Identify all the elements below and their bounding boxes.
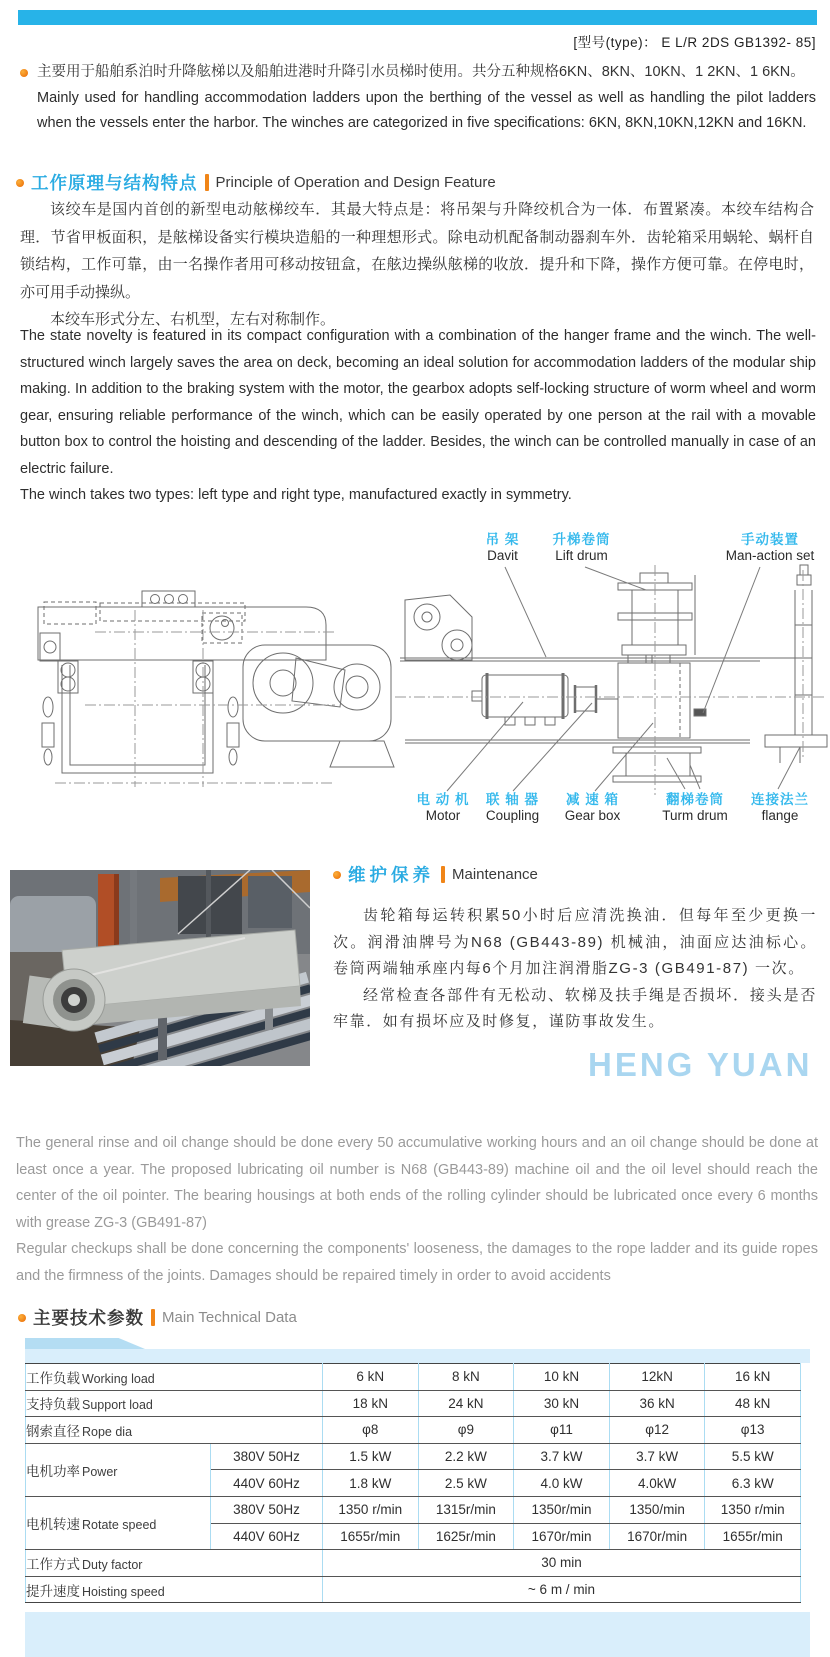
maintenance-text-en <box>16 1130 818 1289</box>
winch-photo <box>10 870 310 1066</box>
label-en: Gear box <box>564 808 621 823</box>
cell: φ12 <box>609 1417 705 1444</box>
label-zh: 联 轴 器 <box>485 792 539 807</box>
paragraph: 本绞车形式分左、右机型，左右对称制作。 <box>50 311 336 328</box>
table-bottom-band <box>25 1612 810 1657</box>
row-label-en: Power <box>82 1464 118 1479</box>
row-label-zh: 提升速度 <box>26 1583 80 1599</box>
paragraph: 经常检查各部件有无松动、软梯及扶手绳是否损坏．接头是否牢靠．如有损坏应及时修复，谨防事故发生。 <box>333 986 817 1030</box>
row-label-zh: 钢索直径 <box>26 1423 80 1439</box>
cell: 6 kN <box>323 1364 419 1391</box>
table-row <box>26 1390 801 1417</box>
row-label-zh: 工作方式 <box>26 1556 80 1572</box>
label-zh: 连接法兰 <box>751 792 809 807</box>
maintenance-heading-zh: 维护保养 <box>348 865 434 885</box>
cell: 1655r/min <box>705 1523 801 1550</box>
paragraph: Regular checkups shall be done concerning the components' looseness, the damages to the rope ladder and its guide ropes and the firmness of the joints. Damages should be repaired timely in order to avoid accidents <box>16 1241 818 1284</box>
intro-text-zh: 主要用于船舶系泊时升降舷梯以及船舶进港时升降引水员梯时使用。共分五种规格6KN、8KN、10KN、1 2KN、1 6KN。 <box>37 64 805 80</box>
row-label <box>26 1390 323 1417</box>
heng-yuan-watermark: HENG YUAN <box>588 1046 813 1083</box>
label-en: Turm drum <box>662 808 728 823</box>
cell: 12kN <box>609 1364 705 1391</box>
cell: φ11 <box>514 1417 610 1444</box>
principle-heading-zh: 工作原理与结构特点 <box>31 173 198 193</box>
diagram-label-flange <box>740 792 820 823</box>
row-label <box>26 1417 323 1444</box>
label-zh: 手动装置 <box>741 532 799 547</box>
table-row <box>26 1443 801 1470</box>
tech-heading-zh: 主要技术参数 <box>33 1308 144 1328</box>
model-type-label: [型号(type)： E L/R 2DS GB1392- 85] <box>573 35 816 50</box>
cell: 1625r/min <box>418 1523 514 1550</box>
label-zh: 电 动 机 <box>416 792 470 807</box>
maintenance-heading <box>333 862 817 887</box>
label-zh: 吊 架 <box>485 532 520 547</box>
row-label-en: Support load <box>82 1398 153 1413</box>
bullet-icon <box>20 69 28 77</box>
heading-divider-bar <box>205 174 209 191</box>
diagram-label-gear-box <box>550 792 635 823</box>
maintenance-heading-en: Maintenance <box>452 866 538 883</box>
cell: 36 kN <box>609 1390 705 1417</box>
cell: ~ 6 m / min <box>323 1576 801 1603</box>
diagram-label-man-action <box>690 532 830 563</box>
row-label <box>26 1550 323 1577</box>
cell: 1350 r/min <box>323 1496 419 1523</box>
table-top-band <box>25 1349 810 1363</box>
principle-text-zh <box>20 196 814 334</box>
tech-heading-en: Main Technical Data <box>162 1309 297 1326</box>
table-row <box>26 1550 801 1577</box>
bullet-icon <box>16 179 24 187</box>
cell: 2.2 kW <box>418 1443 514 1470</box>
diagram-label-coupling <box>470 792 555 823</box>
table-row <box>26 1417 801 1444</box>
table-row <box>26 1576 801 1603</box>
principle-text-en <box>20 323 816 509</box>
paragraph: 该绞车是国内首创的新型电动舷梯绞车．其最大特点是：将吊架与升降绞机合为一体．布置紧凑。本绞车结构合理．节省甲板面积，是舷梯设备实行模块造船的一种理想形式。除电动机配备制动器刹车外．齿轮箱采用蜗轮、蜗杆自锁结构，工作可靠，由一名操作者用可移动按钮盒，在舷边操纵舷梯的收放．提升和下降，操作方便可靠。在停电时，亦可用手动操纵。 <box>20 201 814 301</box>
principle-heading <box>16 170 496 195</box>
intro-text-en: Mainly used for handling accommodation ladders upon the berthing of the vessel as well as handling the pilot ladders when the vessels enter the harbor. The winches are categorized in five specifications: 6KN, 8KN,10KN,12KN and 16KN. <box>37 89 816 131</box>
cell: 1350 r/min <box>705 1496 801 1523</box>
cell: 1.8 kW <box>323 1470 419 1497</box>
cell: 1315r/min <box>418 1496 514 1523</box>
cell: 6.3 kW <box>705 1470 801 1497</box>
paragraph: The state novelty is featured in its compact configuration with a combination of the hanger frame and the winch. The well-structured winch largely saves the area on deck, becoming an ideal solution for accommodation ladders of the modular ship making. In addition to the braking system with the motor, the gearbox adopts self-locking structure of worm wheel and worm gear, ensuring reliable performance of the winch, which can be easily operated by one person at the rail with a movable button box to control the hoisting and descending of the ladder. Besides, the winch can be controlled manually in case of an electric failure. <box>20 328 816 477</box>
winch-diagram <box>0 495 830 830</box>
cell: 2.5 kW <box>418 1470 514 1497</box>
cell: 10 kN <box>514 1364 610 1391</box>
cell: φ9 <box>418 1417 514 1444</box>
paragraph: 齿轮箱每运转积累50小时后应清洗换油．但每年至少更换一次。润滑油牌号为N68 (GB443-89) 机械油，油面应达油标心。卷筒两端轴承座内每6个月加注润滑脂ZG-3 (GB491-87) 一次。 <box>333 907 817 977</box>
cell: 1670r/min <box>514 1523 610 1550</box>
cell: 4.0kW <box>609 1470 705 1497</box>
label-en: Man-action set <box>725 548 815 563</box>
label-zh: 减 速 箱 <box>565 792 619 807</box>
row-label-zh: 电机转速 <box>26 1517 80 1533</box>
bullet-icon <box>333 871 341 879</box>
heading-divider-bar <box>151 1309 155 1326</box>
header-accent-bar <box>18 10 817 25</box>
winch-photo-image <box>10 870 310 1066</box>
label-zh: 升梯卷筒 <box>552 532 611 547</box>
cell: φ13 <box>705 1417 801 1444</box>
cell: 48 kN <box>705 1390 801 1417</box>
row-label <box>26 1496 211 1549</box>
table-row <box>26 1496 801 1523</box>
label-en: Davit <box>487 548 518 563</box>
row-label-en: Working load <box>82 1371 155 1386</box>
row-label-en: Duty factor <box>82 1557 143 1572</box>
label-en: Coupling <box>485 808 540 823</box>
row-label <box>26 1364 323 1391</box>
cell: 1655r/min <box>323 1523 419 1550</box>
cell: 30 min <box>323 1550 801 1577</box>
cell: 18 kN <box>323 1390 419 1417</box>
condition-cell: 440V 60Hz <box>211 1523 323 1550</box>
row-label-zh: 电机功率 <box>26 1463 80 1479</box>
diagram-label-lift-drum <box>534 532 629 563</box>
label-zh: 翻梯卷筒 <box>666 792 724 807</box>
diagram-label-turm-drum <box>650 792 740 823</box>
cell: φ8 <box>323 1417 419 1444</box>
cell: 3.7 kW <box>609 1443 705 1470</box>
cell: 1350/min <box>609 1496 705 1523</box>
cell: 16 kN <box>705 1364 801 1391</box>
row-label <box>26 1576 323 1603</box>
cell: 8 kN <box>418 1364 514 1391</box>
row-label-zh: 支持负载 <box>26 1397 80 1413</box>
cell: 30 kN <box>514 1390 610 1417</box>
tech-data-heading <box>18 1305 297 1330</box>
cell: 3.7 kW <box>514 1443 610 1470</box>
row-label-zh: 工作负载 <box>26 1370 80 1386</box>
row-label-en: Hoisting speed <box>82 1584 165 1599</box>
row-label-en: Rope dia <box>82 1424 133 1439</box>
principle-heading-en: Principle of Operation and Design Feature <box>215 174 496 191</box>
cell: 1.5 kW <box>323 1443 419 1470</box>
cell: 1670r/min <box>609 1523 705 1550</box>
heading-divider-bar <box>441 866 445 883</box>
paragraph: The general rinse and oil change should be done every 50 accumulative working hours and an oil change should be done at least once a year. The proposed lubricating oil number is N68 (GB443-89) machine oil and the oil level should reach the center of the oil pointer. The bearing housings at both ends of the rolling cylinder should be lubricated once every 6 months with grease ZG-3 (GB491-87) <box>16 1135 818 1231</box>
label-en: Lift drum <box>555 548 608 563</box>
maintenance-text-zh <box>333 903 817 1036</box>
condition-cell: 380V 50Hz <box>211 1496 323 1523</box>
label-en: flange <box>761 808 799 823</box>
bullet-icon <box>18 1314 26 1322</box>
cell: 24 kN <box>418 1390 514 1417</box>
maintenance-section <box>333 862 817 1036</box>
table-tab-decoration <box>25 1338 145 1349</box>
cell: 4.0 kW <box>514 1470 610 1497</box>
spec-table <box>25 1363 801 1603</box>
row-label-en: Rotate speed <box>82 1518 157 1533</box>
row-label <box>26 1443 211 1496</box>
label-en: Motor <box>425 808 461 823</box>
condition-cell: 380V 50Hz <box>211 1443 323 1470</box>
table-row <box>26 1364 801 1391</box>
cell: 5.5 kW <box>705 1443 801 1470</box>
paragraph: The winch takes two types: left type and right type, manufactured exactly in symmetry. <box>20 487 572 503</box>
cell: 1350r/min <box>514 1496 610 1523</box>
condition-cell: 440V 60Hz <box>211 1470 323 1497</box>
intro-section <box>20 60 816 137</box>
